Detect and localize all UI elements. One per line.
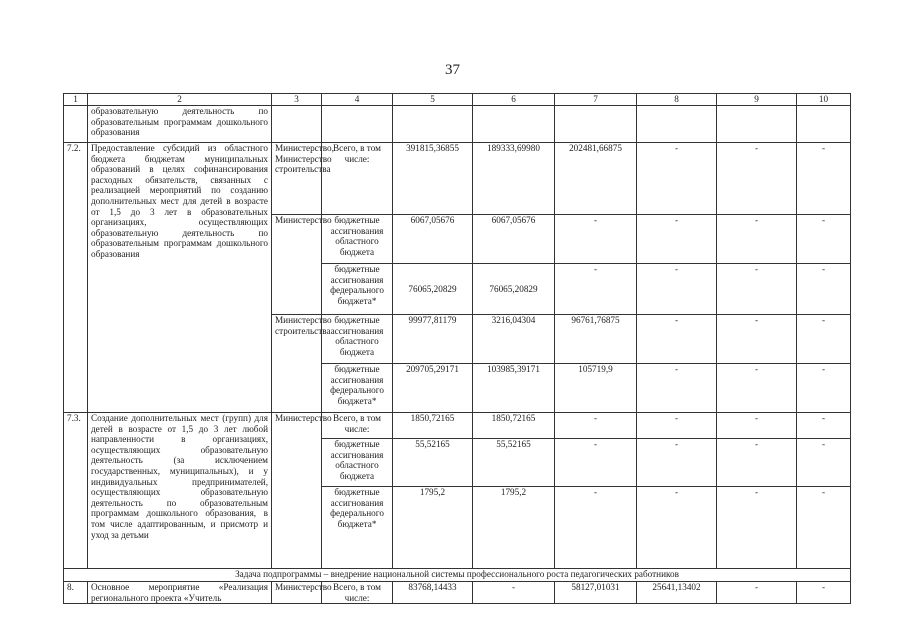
funding-type: бюджетные ассигнования областного бюджета [322, 215, 393, 264]
value-cell: - [717, 487, 797, 569]
value-cell: 96761,76875 [555, 315, 637, 364]
continued-text: образовательную деятельность по образовательным программам дошкольного образования [88, 106, 272, 143]
value-cell: - [637, 413, 717, 439]
value-cell: - [717, 364, 797, 413]
value-cell: 99977,81179 [393, 315, 473, 364]
page-number: 37 [445, 62, 460, 78]
funding-type: бюджетные ассигнования федерального бюджета* [322, 264, 393, 315]
value-cell: - [555, 439, 637, 487]
column-header: 10 [797, 94, 851, 106]
value-cell: - [637, 215, 717, 264]
row-number: 8. [64, 582, 88, 604]
activity-description: Создание дополнительных мест (групп) для детей в возрасте от 1,5 до 3 лет любой направленности в организациях, осуществляющих образовательную деятельность (за исключением государственных, муниципальных), и у индивидуальных предпринимателей, осуществляющих образовательную деятельность по образовательным программам дошкольного образования, в том числе адаптированным, и присмотр и уход за детьми [88, 413, 272, 569]
value-cell: - [797, 487, 851, 569]
value-cell: - [717, 439, 797, 487]
row-number: 7.3. [64, 413, 88, 569]
value-cell: - [717, 143, 797, 215]
value-cell: 25641,13402 [637, 582, 717, 604]
value-cell: 76065,20829 [393, 264, 473, 315]
value-cell: - [717, 315, 797, 364]
value-cell: 6067,05676 [393, 215, 473, 264]
value-cell: 391815,36855 [393, 143, 473, 215]
column-header: 7 [555, 94, 637, 106]
value-cell: - [797, 364, 851, 413]
table-row [64, 413, 851, 439]
value-cell: - [717, 413, 797, 439]
value-cell: 1795,2 [393, 487, 473, 569]
column-header: 4 [322, 94, 393, 106]
value-cell: - [555, 215, 637, 264]
executor-cell: Министерство [272, 413, 322, 569]
column-header: 2 [88, 94, 272, 106]
value-cell: - [797, 215, 851, 264]
value-cell: - [797, 582, 851, 604]
value-cell: - [637, 487, 717, 569]
value-cell: 55,52165 [393, 439, 473, 487]
executor-cell: Министерство [272, 582, 322, 604]
value-cell: 209705,29171 [393, 364, 473, 413]
value-cell: - [555, 413, 637, 439]
column-header: 8 [637, 94, 717, 106]
executor-cell: Министерство [272, 215, 322, 315]
value-cell: - [717, 582, 797, 604]
value-cell: - [797, 143, 851, 215]
value-cell: - [555, 264, 637, 315]
executor-cell: Министерство, Министерство строительства [272, 143, 322, 215]
funding-type: бюджетные ассигнования федерального бюджета* [322, 487, 393, 569]
value-cell: 103985,39171 [473, 364, 555, 413]
table-row [64, 143, 851, 215]
value-cell: - [555, 487, 637, 569]
funding-type: Всего, в том числе: [322, 413, 393, 439]
value-cell: - [637, 143, 717, 215]
table-row [64, 582, 851, 604]
table-row [64, 569, 851, 582]
value-cell: 189333,69980 [473, 143, 555, 215]
funding-type: бюджетные ассигнования федерального бюджета* [322, 364, 393, 413]
funding-type: бюджетные ассигнования областного бюджета [322, 315, 393, 364]
funding-type: Всего, в том числе: [322, 582, 393, 604]
program-budget-table [63, 93, 851, 604]
value-cell: 3216,04304 [473, 315, 555, 364]
column-header: 6 [473, 94, 555, 106]
value-cell: - [797, 264, 851, 315]
value-cell: - [637, 364, 717, 413]
row-number: 7.2. [64, 143, 88, 413]
value-cell: 83768,14433 [393, 582, 473, 604]
value-cell: - [717, 264, 797, 315]
value-cell: - [473, 582, 555, 604]
value-cell: 1795,2 [473, 487, 555, 569]
funding-type: бюджетные ассигнования областного бюджета [322, 439, 393, 487]
column-header: 3 [272, 94, 322, 106]
value-cell: - [637, 439, 717, 487]
value-cell: - [797, 439, 851, 487]
activity-description: Основное мероприятие «Реализация регионального проекта «Учитель [88, 582, 272, 604]
column-header: 5 [393, 94, 473, 106]
column-header: 9 [717, 94, 797, 106]
value-cell: - [797, 315, 851, 364]
subprogram-task-heading: Задача подпрограммы – внедрение национальной системы профессионального роста педагогических работников [64, 569, 851, 582]
table-row [64, 106, 851, 143]
funding-type: Всего, в том числе: [322, 143, 393, 215]
value-cell: - [637, 264, 717, 315]
value-cell: - [637, 315, 717, 364]
activity-description: Предоставление субсидий из областного бюджета бюджетам муниципальных образований в целях софинансирования расходных обязательств, связанных с реализацией мероприятий по созданию дополнительных мест для детей в возрасте от 1,5 до 3 лет в образовательных организациях, осуществляющих образовательную деятельность по образовательным программам дошкольного образования [88, 143, 272, 413]
value-cell: 1850,72165 [393, 413, 473, 439]
value-cell: 6067,05676 [473, 215, 555, 264]
value-cell: - [717, 215, 797, 264]
executor-cell: Министерство строительства [272, 315, 322, 413]
value-cell: 105719,9 [555, 364, 637, 413]
value-cell: 1850,72165 [473, 413, 555, 439]
value-cell: - [797, 413, 851, 439]
column-header: 1 [64, 94, 88, 106]
value-cell: 58127,01031 [555, 582, 637, 604]
value-cell: 55,52165 [473, 439, 555, 487]
value-cell: 76065,20829 [473, 264, 555, 315]
column-number-row [64, 94, 851, 106]
value-cell: 202481,66875 [555, 143, 637, 215]
